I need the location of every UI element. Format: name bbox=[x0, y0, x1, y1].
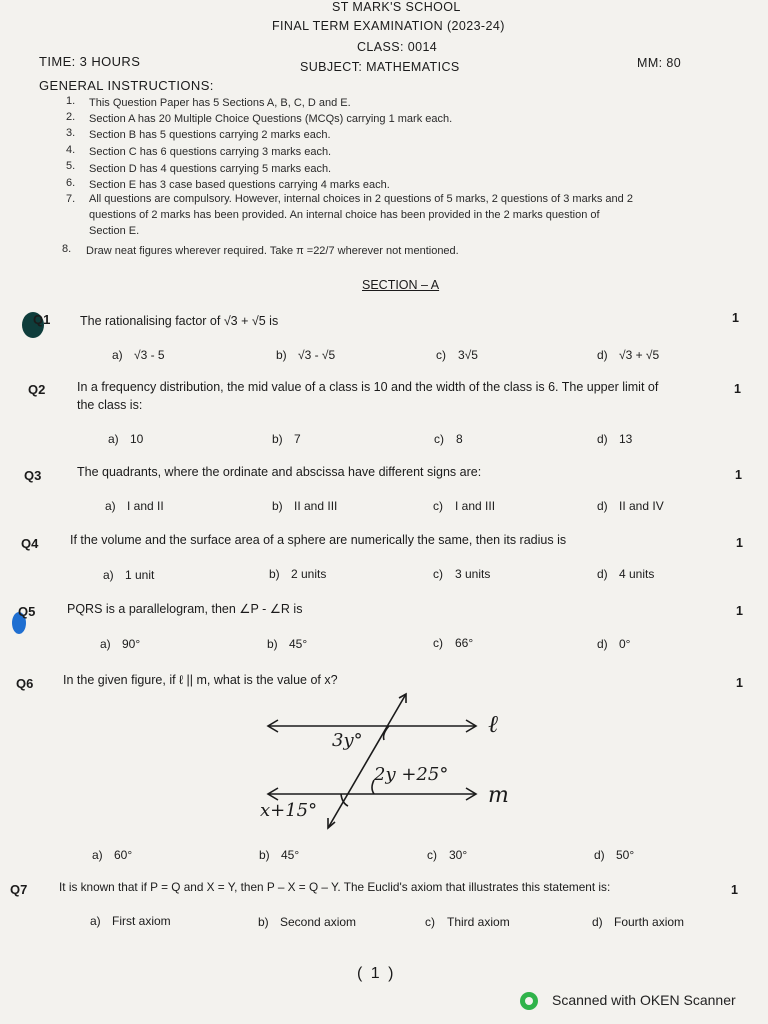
option-letter: b) bbox=[276, 348, 287, 362]
option-text: 45° bbox=[281, 848, 300, 862]
instruction-text: Section D has 4 questions carrying 5 marks each. bbox=[89, 163, 332, 175]
question-marks: 1 bbox=[736, 536, 743, 550]
instruction-number: 4. bbox=[66, 144, 76, 156]
option-text: √3 + √5 bbox=[619, 348, 660, 362]
option-letter: a) bbox=[112, 348, 123, 362]
option-text: 1 unit bbox=[125, 568, 155, 582]
option-text: √3 - √5 bbox=[298, 348, 336, 362]
instruction-text: This Question Paper has 5 Sections A, B, C, D and E. bbox=[89, 97, 351, 109]
question-number: Q4 bbox=[21, 536, 39, 551]
option-text: 4 units bbox=[619, 567, 655, 581]
instruction-number: 8. bbox=[62, 243, 72, 255]
instruction-number: 5. bbox=[66, 160, 76, 172]
option-b[interactable] bbox=[259, 848, 299, 862]
instruction-number: 7. bbox=[66, 193, 76, 205]
option-text: I and II bbox=[127, 499, 164, 513]
option-text: 7 bbox=[294, 432, 301, 446]
option-letter: c) bbox=[436, 348, 446, 362]
option-letter: c) bbox=[433, 636, 443, 650]
question-number: Q2 bbox=[28, 382, 46, 397]
option-letter: c) bbox=[433, 567, 443, 581]
option-letter: c) bbox=[433, 499, 443, 513]
instruction-text-continued: questions of 2 marks has been provided. An internal choice has been provided in the 2 marks question of bbox=[89, 209, 600, 221]
school-name: ST MARK'S SCHOOL bbox=[332, 0, 461, 14]
option-text: 66° bbox=[455, 636, 474, 650]
option-letter: d) bbox=[592, 915, 603, 929]
instruction-number: 3. bbox=[66, 127, 76, 139]
option-b[interactable] bbox=[267, 637, 307, 651]
option-letter: a) bbox=[103, 568, 114, 582]
option-c[interactable] bbox=[433, 636, 473, 650]
option-a[interactable] bbox=[90, 914, 171, 928]
option-c[interactable] bbox=[436, 348, 478, 362]
option-b[interactable] bbox=[258, 915, 356, 929]
option-letter: c) bbox=[427, 848, 437, 862]
option-c[interactable] bbox=[433, 499, 495, 513]
option-letter: b) bbox=[258, 915, 269, 929]
label-m: m bbox=[488, 783, 509, 808]
angle-label-x: x+15° bbox=[260, 800, 318, 821]
option-letter: d) bbox=[594, 848, 605, 862]
option-letter: b) bbox=[272, 499, 283, 513]
option-letter: a) bbox=[90, 914, 101, 928]
option-d[interactable] bbox=[597, 348, 659, 362]
option-letter: d) bbox=[597, 567, 608, 581]
option-text: 90° bbox=[122, 637, 141, 651]
option-letter: d) bbox=[597, 432, 608, 446]
max-marks: MM: 80 bbox=[637, 56, 682, 70]
option-b[interactable] bbox=[269, 567, 326, 581]
question-marks: 1 bbox=[734, 382, 741, 396]
option-text: II and IV bbox=[619, 499, 664, 513]
option-d[interactable] bbox=[597, 567, 654, 581]
option-d[interactable] bbox=[597, 499, 664, 513]
option-text: II and III bbox=[294, 499, 338, 513]
question-number: Q7 bbox=[10, 882, 28, 897]
question-text: In a frequency distribution, the mid value of a class is 10 and the width of the class is 6. The upper limit of bbox=[77, 380, 659, 394]
question-text: If the volume and the surface area of a sphere are numerically the same, then its radius is bbox=[70, 533, 567, 547]
option-text: First axiom bbox=[112, 914, 171, 928]
option-letter: d) bbox=[597, 637, 608, 651]
question-marks: 1 bbox=[731, 883, 738, 897]
option-text: I and III bbox=[455, 499, 496, 513]
option-d[interactable] bbox=[594, 848, 634, 862]
question-text: In the given figure, if ℓ || m, what is the value of x? bbox=[63, 673, 338, 687]
question-number: Q1 bbox=[33, 312, 51, 327]
transversal-line bbox=[328, 694, 406, 828]
instructions-title: GENERAL INSTRUCTIONS: bbox=[39, 78, 214, 93]
question-marks: 1 bbox=[736, 676, 743, 690]
scanner-logo-icon bbox=[520, 992, 538, 1010]
option-text: 50° bbox=[616, 848, 635, 862]
option-d[interactable] bbox=[597, 637, 630, 651]
exam-title: FINAL TERM EXAMINATION (2023-24) bbox=[272, 19, 505, 33]
option-a[interactable] bbox=[112, 348, 165, 362]
instruction-text: Draw neat figures wherever required. Take π =22/7 wherever not mentioned. bbox=[86, 245, 459, 257]
question-marks: 1 bbox=[732, 311, 739, 325]
option-a[interactable] bbox=[105, 499, 164, 513]
option-a[interactable] bbox=[100, 637, 140, 651]
option-letter: b) bbox=[259, 848, 270, 862]
option-letter: b) bbox=[269, 567, 280, 581]
question-text: The quadrants, where the ordinate and abscissa have different signs are: bbox=[77, 465, 482, 479]
question-text: It is known that if P = Q and X = Y, then P – X = Q – Y. The Euclid's axiom that illustrates this statement is: bbox=[59, 880, 611, 894]
class-label: CLASS: 0014 bbox=[357, 40, 438, 54]
question-number: Q3 bbox=[24, 468, 42, 483]
instruction-number: 6. bbox=[66, 177, 76, 189]
option-letter: b) bbox=[267, 637, 278, 651]
option-text: 3√5 bbox=[458, 348, 478, 362]
option-letter: d) bbox=[597, 348, 608, 362]
option-a[interactable] bbox=[92, 848, 132, 862]
option-a[interactable] bbox=[103, 568, 154, 582]
option-text: 60° bbox=[114, 848, 133, 862]
option-letter: c) bbox=[434, 432, 444, 446]
question-number: Q6 bbox=[16, 676, 34, 691]
instruction-number: 2. bbox=[66, 111, 76, 123]
option-letter: b) bbox=[272, 432, 283, 446]
option-c[interactable] bbox=[434, 432, 463, 446]
option-text: 30° bbox=[449, 848, 468, 862]
option-text: 3 units bbox=[455, 567, 491, 581]
parallel-lines-figure bbox=[256, 690, 546, 835]
option-a[interactable] bbox=[108, 432, 143, 446]
question-marks: 1 bbox=[736, 604, 743, 618]
option-text: 45° bbox=[289, 637, 308, 651]
option-text: 10 bbox=[130, 432, 144, 446]
option-text: √3 - 5 bbox=[134, 348, 165, 362]
option-text: 2 units bbox=[291, 567, 327, 581]
option-letter: a) bbox=[100, 637, 111, 651]
option-letter: a) bbox=[108, 432, 119, 446]
option-c[interactable] bbox=[433, 567, 490, 581]
question-text-continued: the class is: bbox=[77, 398, 143, 412]
option-b[interactable] bbox=[276, 348, 335, 362]
scanner-watermark: Scanned with OKEN Scanner bbox=[552, 992, 736, 1008]
instruction-text: Section E has 3 case based questions carrying 4 marks each. bbox=[89, 179, 390, 191]
question-text: PQRS is a parallelogram, then ∠P - ∠R is bbox=[67, 602, 303, 616]
option-letter: a) bbox=[92, 848, 103, 862]
instruction-text: Section C has 6 questions carrying 3 marks each. bbox=[89, 146, 332, 158]
option-text: Third axiom bbox=[447, 915, 510, 929]
label-l: ℓ bbox=[488, 710, 498, 738]
question-marks: 1 bbox=[735, 468, 742, 482]
angle-label-2y: 2y +25° bbox=[374, 764, 449, 785]
page-number: ( 1 ) bbox=[357, 965, 396, 982]
option-b[interactable] bbox=[272, 432, 301, 446]
option-text: Second axiom bbox=[280, 915, 357, 929]
option-text: 8 bbox=[456, 432, 463, 446]
option-b[interactable] bbox=[272, 499, 337, 513]
instruction-text-continued: Section E. bbox=[89, 225, 140, 237]
question-number: Q5 bbox=[18, 604, 36, 619]
instruction-text: All questions are compulsory. However, internal choices in 2 questions of 5 marks, 2 questions of 3 marks and 2 bbox=[89, 193, 633, 205]
option-letter: a) bbox=[105, 499, 116, 513]
option-text: Fourth axiom bbox=[614, 915, 685, 929]
option-text: 13 bbox=[619, 432, 633, 446]
angle-label-3y: 3y° bbox=[332, 730, 363, 751]
instruction-text: Section B has 5 questions carrying 2 marks each. bbox=[89, 129, 331, 141]
section-title: SECTION – A bbox=[362, 278, 440, 292]
instruction-number: 1. bbox=[66, 95, 76, 107]
question-text: The rationalising factor of √3 + √5 is bbox=[80, 314, 279, 328]
option-d[interactable] bbox=[592, 915, 684, 929]
option-c[interactable] bbox=[425, 915, 510, 929]
option-letter: d) bbox=[597, 499, 608, 513]
subject-label: SUBJECT: MATHEMATICS bbox=[300, 60, 460, 74]
option-letter: c) bbox=[425, 915, 435, 929]
time-label: TIME: 3 HOURS bbox=[39, 54, 141, 69]
option-d[interactable] bbox=[597, 432, 632, 446]
option-text: 0° bbox=[619, 637, 631, 651]
option-c[interactable] bbox=[427, 848, 467, 862]
instruction-text: Section A has 20 Multiple Choice Questions (MCQs) carrying 1 mark each. bbox=[89, 113, 453, 125]
